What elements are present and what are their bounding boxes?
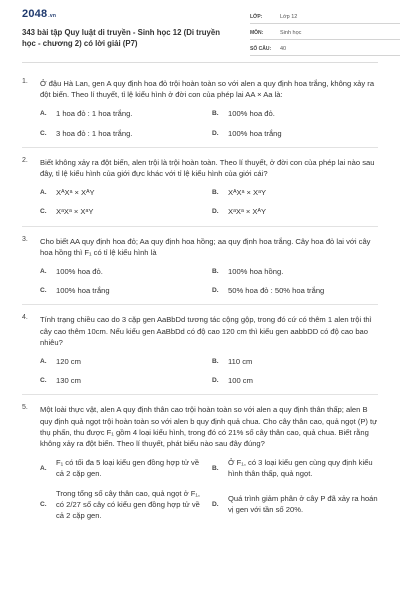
meta-label: SỐ CÂU: — [250, 45, 272, 52]
question-divider — [22, 226, 378, 227]
option-letter: A. — [40, 358, 47, 366]
option-letter: D. — [212, 377, 219, 385]
question-1 — [22, 78, 378, 148]
meta-label: LỚP: — [250, 13, 263, 20]
option-letter: C. — [40, 129, 47, 137]
answer-option-d[interactable] — [212, 128, 378, 139]
option-letter: C. — [40, 500, 47, 508]
option-text: 120 cm — [56, 357, 81, 367]
question-4 — [22, 314, 378, 395]
answer-option-c[interactable] — [40, 488, 206, 522]
option-text: Quá trình giảm phân ở cây P đã xảy ra hoán vị gen với tần số 20%. — [228, 494, 378, 515]
option-letter: B. — [212, 189, 219, 197]
question-number: 1. — [22, 78, 28, 85]
option-letter: C. — [40, 377, 47, 385]
option-text: 130 cm — [56, 376, 81, 386]
question-divider — [22, 147, 378, 148]
option-letter: B. — [212, 110, 219, 118]
option-text: 100% hoa đỏ. — [228, 109, 275, 119]
question-2 — [22, 157, 378, 227]
answer-option-c[interactable] — [40, 206, 206, 217]
option-text: 100 cm — [228, 376, 253, 386]
answer-options — [40, 356, 378, 386]
option-text: 100% hoa trắng — [228, 128, 282, 138]
answer-option-b[interactable] — [212, 108, 378, 119]
option-letter: C. — [40, 287, 47, 295]
option-text: 100% hoa hồng. — [228, 267, 284, 277]
option-letter: D. — [212, 129, 219, 137]
answer-options — [40, 187, 378, 217]
logo-text: 2048 — [22, 8, 48, 20]
answer-option-d[interactable] — [212, 488, 378, 522]
question-list — [22, 78, 378, 521]
meta-value: Sinh học — [280, 29, 302, 36]
answer-option-b[interactable] — [212, 457, 378, 479]
option-letter: D. — [212, 208, 219, 216]
answer-option-a[interactable] — [40, 108, 206, 119]
question-number: 5. — [22, 404, 28, 412]
option-text: F₁ có tối đa 5 loại kiểu gen đồng hợp tử về cả 2 cặp gen. — [56, 458, 200, 479]
answer-option-b[interactable] — [212, 266, 378, 277]
answer-option-a[interactable] — [40, 356, 206, 367]
option-text: 3 hoa đỏ : 1 hoa trắng. — [56, 128, 133, 138]
question-5 — [22, 404, 378, 521]
meta-row-class — [250, 10, 400, 24]
answer-option-d[interactable] — [212, 375, 378, 386]
meta-value: Lớp 12 — [280, 13, 298, 20]
option-text: XᵃXᵃ × XᵃY — [56, 207, 94, 217]
option-text: 110 cm — [228, 357, 253, 367]
header-divider — [22, 62, 378, 63]
option-text: 100% hoa trắng — [56, 286, 110, 296]
option-text: XᴬXᵃ × XᵃY — [228, 188, 267, 198]
question-divider — [22, 394, 378, 395]
answer-option-b[interactable] — [212, 187, 378, 198]
site-logo[interactable] — [22, 8, 56, 20]
document-meta — [250, 10, 400, 58]
question-text: Ở đậu Hà Lan, gen A quy định hoa đỏ trội hoàn toàn so với alen a quy định hoa trắng, không xảy ra đột biến. Theo lí thuyết, tỉ lệ kiểu hình ở đời con của phép lai AA × Aa là: — [40, 79, 375, 100]
option-letter: B. — [212, 464, 219, 472]
option-text: 1 hoa đỏ : 1 hoa trắng. — [56, 109, 133, 119]
question-3 — [22, 236, 378, 306]
option-letter: C. — [40, 208, 47, 216]
question-divider — [22, 304, 378, 305]
answer-option-d[interactable] — [212, 206, 378, 217]
option-text: Ở F₁, có 3 loại kiểu gen cùng quy định kiểu hình thân thấp, quả ngọt. — [228, 458, 373, 479]
answer-options — [40, 457, 378, 521]
answer-option-a[interactable] — [40, 187, 206, 198]
answer-option-a[interactable] — [40, 457, 206, 479]
question-text: Một loài thực vật, alen A quy định thân cao trội hoàn toàn so với alen a quy định thân thấp; alen B quy định quả ngọt trội hoàn toàn so với alen b quy định quả chua. Cho cây thân cao, quả ngọt (P) tự thụ phấn, thu được F₁ gồm 4 loại kiểu hình, trong đó có 21% số cây thân cao, quả chua. Biết rằng không xảy ra đột biến. Theo lí thuyết, phát biểu nào sau đây đúng? — [40, 405, 378, 449]
meta-row-subject — [250, 26, 400, 40]
meta-value: 40 — [280, 45, 287, 52]
option-text: XᵃXᵃ × XᴬY — [228, 207, 267, 217]
question-text: Cho biết AA quy định hoa đỏ; Aa quy định hoa hồng; aa quy định hoa trắng. Cây hoa đỏ lai với cây hoa hồng thì F₁ có tỉ lệ kiểu hình là — [40, 236, 371, 257]
option-text: 100% hoa đỏ. — [56, 267, 103, 277]
logo-suffix: .vn — [48, 13, 57, 19]
question-text: Tính trạng chiều cao do 3 cặp gen AaBbDd tương tác cộng gộp, trong đó cứ có thêm 1 alen trội thì cây cao thêm 10cm. Nếu kiểu gen AaBbDd có độ cao 120 cm thì kiểu gen aabbDD có độ cao bao nhiêu? — [40, 315, 372, 347]
option-letter: D. — [212, 287, 219, 295]
answer-option-a[interactable] — [40, 266, 206, 277]
answer-option-b[interactable] — [212, 356, 378, 367]
option-text: Trong tổng số cây thân cao, quả ngọt ở F₁, có 2/27 số cây có kiểu gen đồng hợp tử về cả 2 cặp gen. — [56, 488, 201, 521]
answer-option-d[interactable] — [212, 285, 378, 296]
option-letter: A. — [40, 110, 47, 118]
option-letter: A. — [40, 464, 47, 472]
answer-option-c[interactable] — [40, 375, 206, 386]
answer-options — [40, 266, 378, 296]
option-text: 50% hoa đỏ : 50% hoa trắng — [228, 286, 325, 296]
option-letter: D. — [212, 500, 219, 508]
question-text: Biết không xảy ra đột biến, alen trội là trội hoàn toàn. Theo lí thuyết, ở đời con của phép lai nào sau đây, tỉ lệ kiểu hình của giới đực khác với tỉ lệ kiểu hình của giới cái? — [40, 157, 375, 179]
option-letter: A. — [40, 189, 47, 197]
answer-option-c[interactable] — [40, 285, 206, 296]
option-text: XᴬXᵃ × XᴬY — [56, 188, 95, 198]
document-title: 343 bài tập Quy luật di truyền - Sinh học 12 (Di truyền học - chương 2) có lời giải (P7) — [22, 28, 220, 48]
meta-label: MÔN: — [250, 29, 264, 36]
option-letter: B. — [212, 358, 219, 366]
answer-options — [40, 108, 378, 138]
document-header — [22, 0, 378, 60]
question-number: 3. — [22, 235, 28, 243]
option-letter: A. — [40, 268, 47, 276]
option-letter: B. — [212, 268, 219, 276]
question-number: 4. — [22, 314, 28, 322]
meta-row-count — [250, 42, 400, 56]
question-number: 2. — [22, 156, 28, 164]
answer-option-c[interactable] — [40, 128, 206, 139]
